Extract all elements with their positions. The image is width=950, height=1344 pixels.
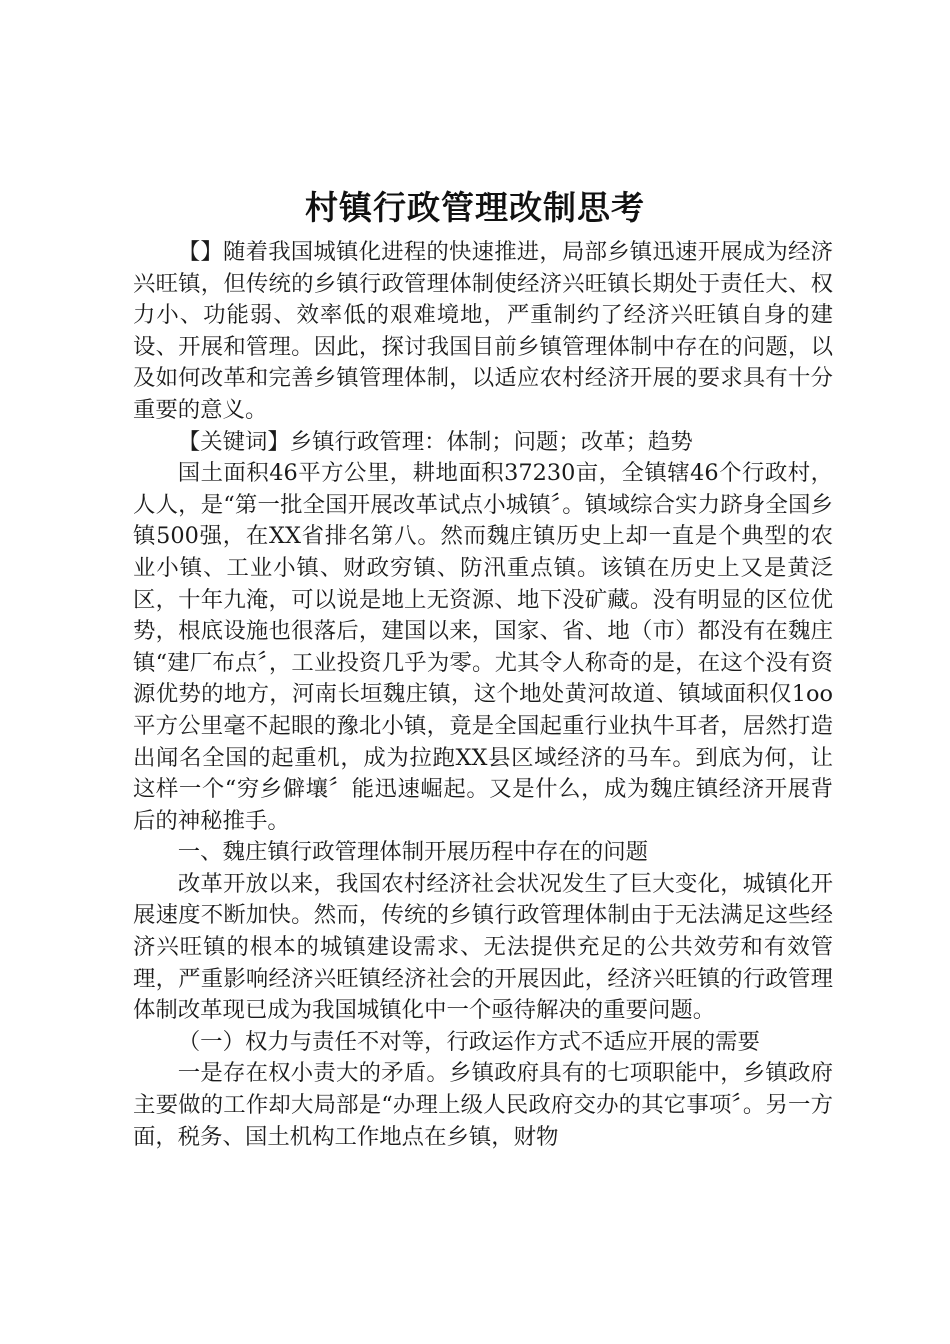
document-title: 村镇行政管理改制思考	[305, 188, 645, 227]
body-paragraph: 改革开放以来，我国农村经济社会状况发生了巨大变化，城镇化开展速度不断加快。然而，传统的乡镇行政管理体制由于无法满足这些经济兴旺镇的根本的城镇建设需求、无法提供充足的公共效劳和有效管理，严重影响经济兴旺镇经济社会的开展因此，经济兴旺镇的行政管理体制改革现已成为我国城镇化中一个亟待解决的重要问题。	[133, 870, 833, 1024]
document-body	[133, 237, 833, 1153]
section-heading: 一、魏庄镇行政管理体制开展历程中存在的问题	[177, 839, 648, 866]
keywords-paragraph: 【关键词】乡镇行政管理：体制；问题；改革；趋势	[177, 428, 693, 455]
abstract-paragraph: 【】随着我国城镇化进程的快速推进，局部乡镇迅速开展成为经济兴旺镇，但传统的乡镇行政管理体制使经济兴旺镇长期处于责任大、权力小、功能弱、效率低的艰难境地，严重制约了经济兴旺镇自身的建设、开展和管理。因此，探讨我国目前乡镇管理体制中存在的问题，以及如何改革和完善乡镇管理体制，以适应农村经济开展的要求具有十分重要的意义。	[133, 239, 833, 423]
body-paragraph: 一是存在权小责大的矛盾。乡镇政府具有的七项职能中，乡镇政府主要做的工作却大局部是“办理上级人民政府交办的其它事项〞。另一方面，税务、国土机构工作地点在乡镇，财物	[133, 1060, 833, 1150]
subsection-heading: （一）权力与责任不对等，行政运作方式不适应开展的需要	[177, 1028, 760, 1055]
body-paragraph: 国土面积46平方公里，耕地面积37230亩，全镇辖46个行政村，人人，是“第一批全国开展改革试点小城镇〞。镇域综合实力跻身全国乡镇500强，在XX省排名第八。然而魏庄镇历史上却一直是个典型的农业小镇、工业小镇、财政穷镇、防汛重点镇。该镇在历史上又是黄泛区，十年九淹，可以说是地上无资源、地下没矿藏。没有明显的区位优势，根底设施也很落后，建国以来，国家、省、地（市）都没有在魏庄镇“建厂布点〞，工业投资几乎为零。尤其令人称奇的是，在这个没有资源优势的地方，河南长垣魏庄镇，这个地处黄河故道、镇域面积仅1oo平方公里毫不起眼的豫北小镇，竟是全国起重行业执牛耳者，居然打造出闻名全国的起重机，成为拉跑XX县区域经济的马车。到底为何，让这样一个“穷乡僻壤〞能迅速崛起。又是什么，成为魏庄镇经济开展背后的神秘推手。	[133, 460, 833, 834]
